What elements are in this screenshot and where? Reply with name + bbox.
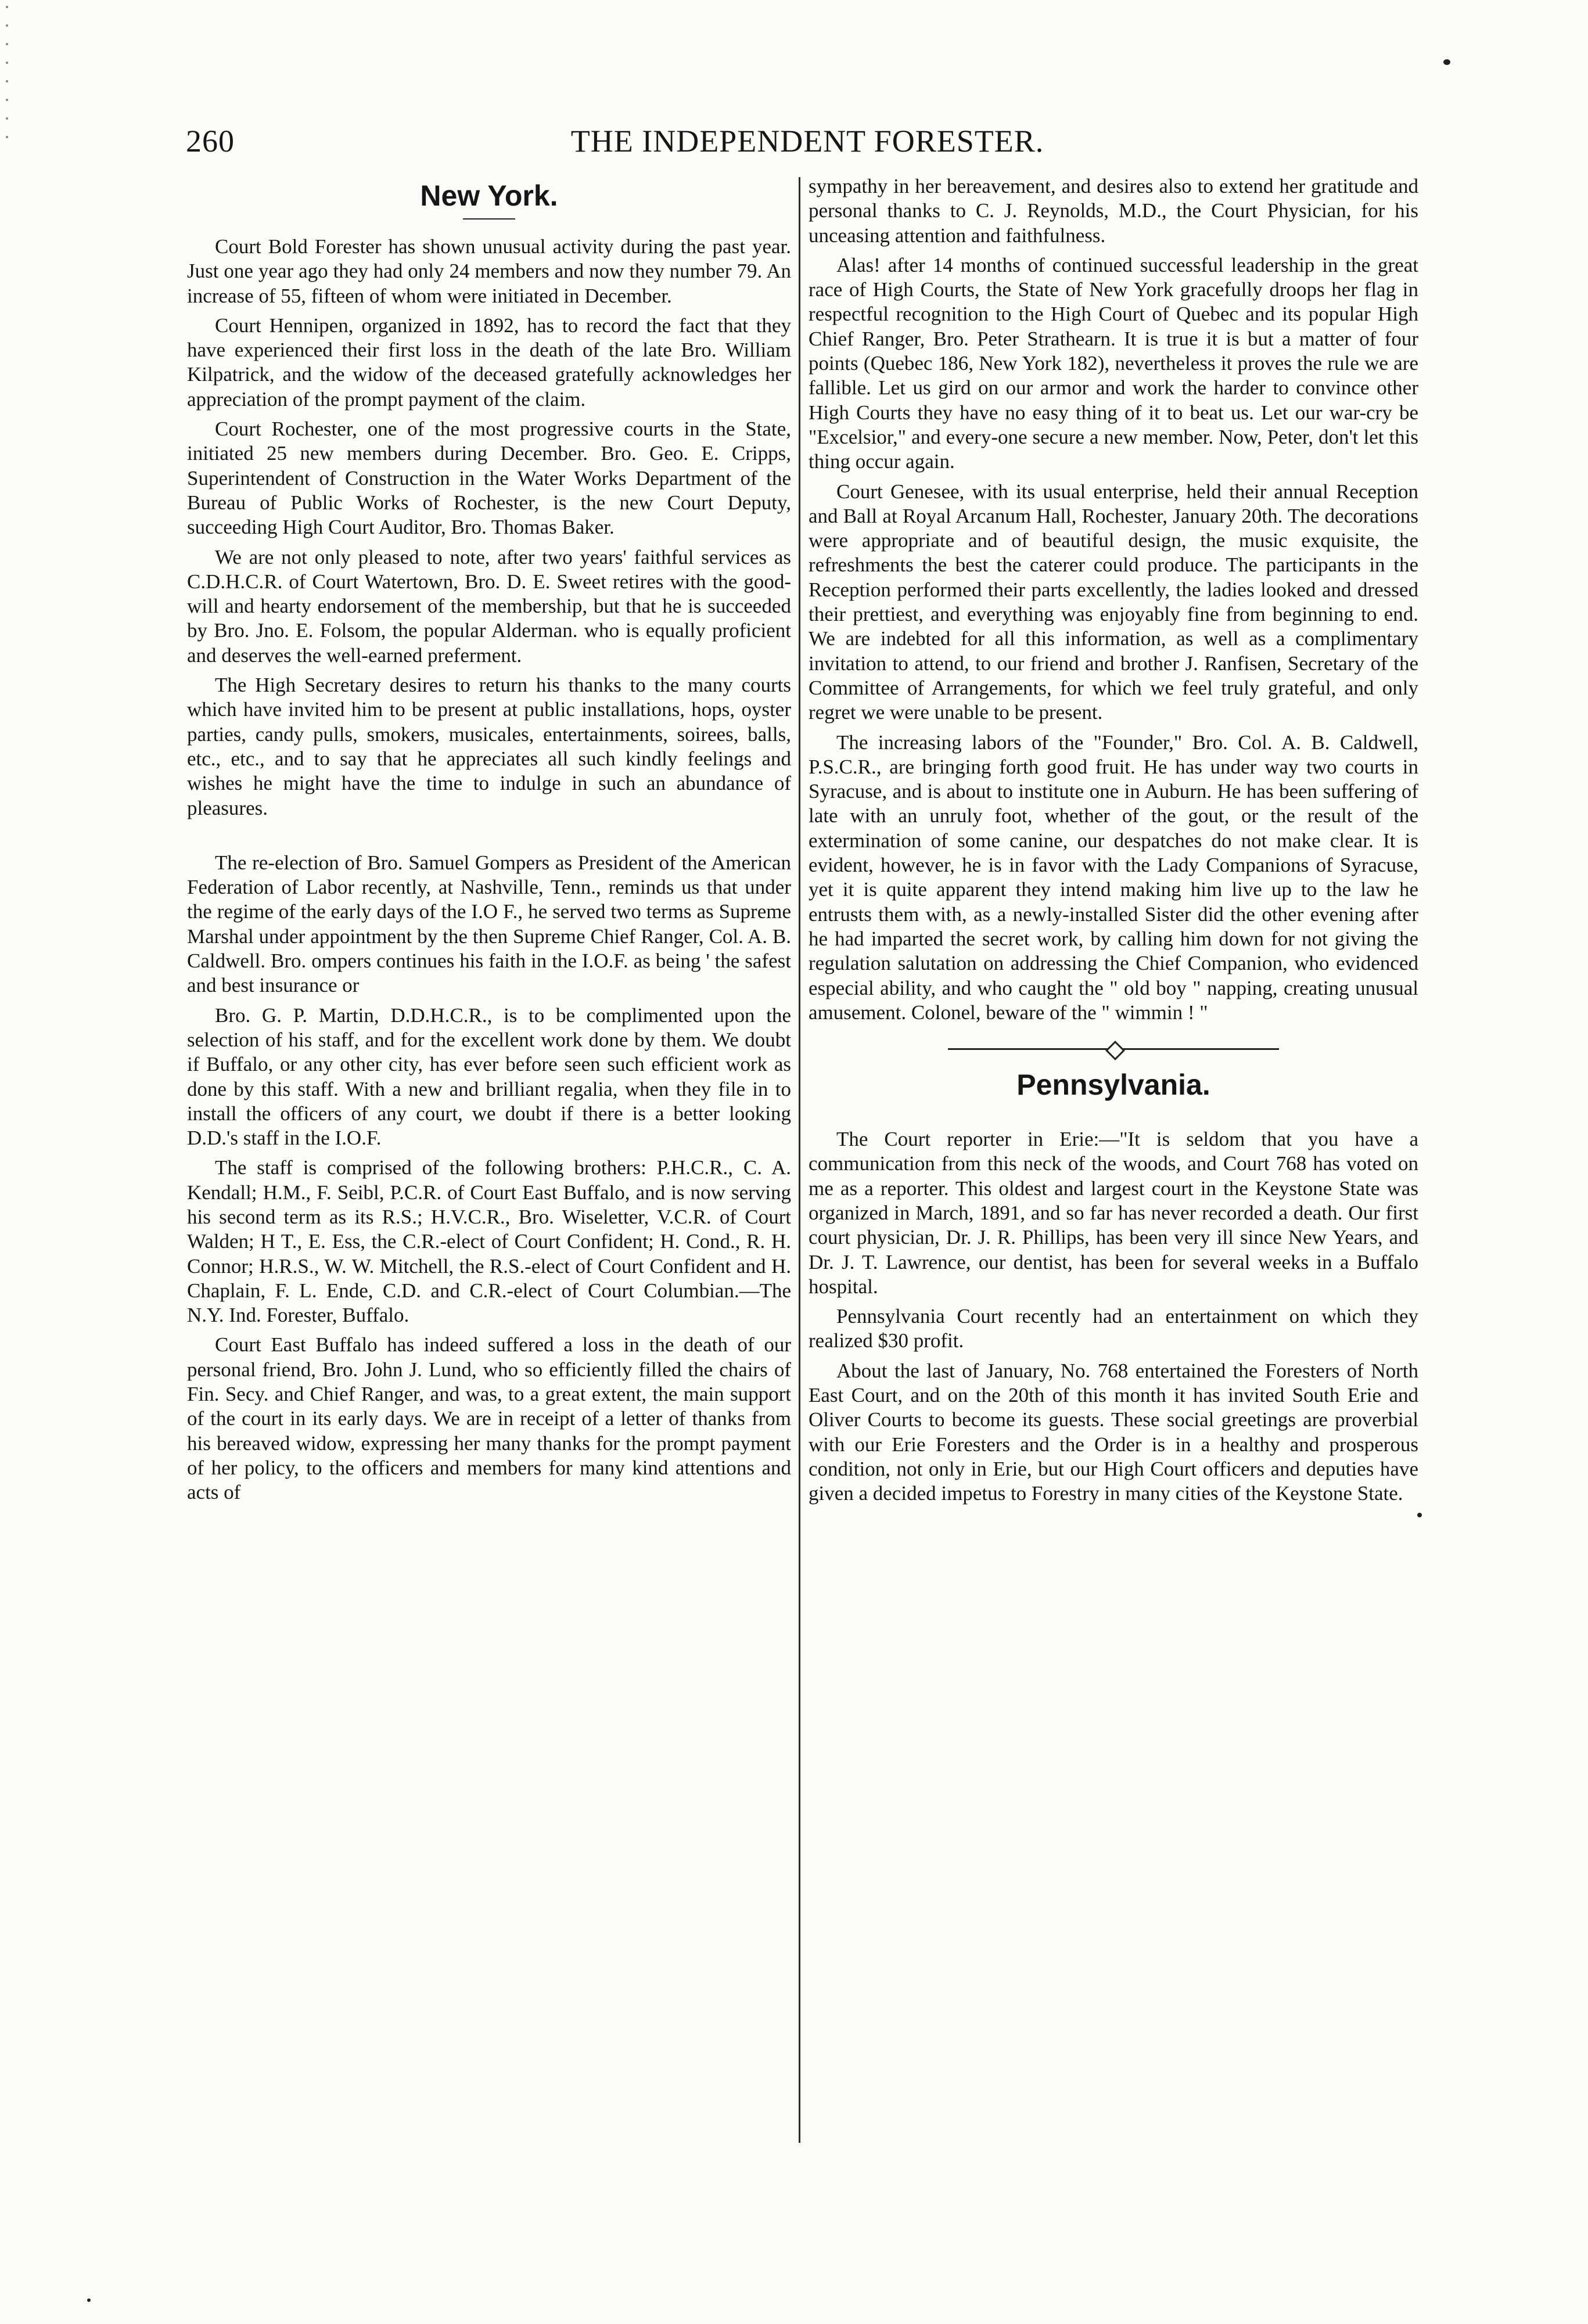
- ink-speck: [87, 2298, 91, 2302]
- paragraph: Alas! after 14 months of continued successful leadership in the great race of High Courts, the State of New York gracefully droops her flag in respectful recognition to the High Court of Quebec and its popular High Chief Ranger, Bro. Peter Strathearn. It is true it is but a matter of four points (Quebec 186, New York 182), nevertheless it proves the rule we are fallible. Let us gird on our armor and work the harder to convince other High Courts they have no easy thing of it to beat us. Let our war-cry be "Excelsior," and every-one secure a new member. Now, Peter, don't let this thing occur again.: [809, 253, 1418, 473]
- paragraph: Bro. G. P. Martin, D.D.H.C.R., is to be complimented upon the selection of his staff, and for the excellent work done by them. We doubt if Buffalo, or any other city, has ever before seen such efficient work as done by this staff. With a new and brilliant regalia, when they file in to install the officers of any court, we doubt if there is a better looking D.D.'s staff in the I.O.F.: [187, 1003, 791, 1150]
- paragraph: Pennsylvania Court recently had an entertainment on which they realized $30 profit.: [809, 1305, 1418, 1352]
- ink-speck: [1443, 59, 1450, 65]
- page-number: 260: [186, 124, 235, 159]
- ink-speck: [1417, 1513, 1422, 1517]
- paragraph: The staff is comprised of the following brothers: P.H.C.R., C. A. Kendall; H.M., F. Seibl, P.C.R. of Court East Buffalo, and is now serving his second term as its R.S.; H.V.C.R., Bro. Wiseletter, V.C.R. of Court Walden; H T., E. Ess, the C.R.-elect of Court Confident; H. Cond., R. H. Connor; H.R.S., W. W. Mitchell, the R.S.-elect of Court Confident and H. Chaplain, F. L. Ende, C.D. and C.R.-elect of Court Columbian.—The N.Y. Ind. Forester, Buffalo.: [187, 1156, 791, 1327]
- paragraph: Court East Buffalo has indeed suffered a loss in the death of our personal friend, Bro. John J. Lund, who so efficiently filled the chairs of Fin. Secy. and Chief Ranger, and was, to a great extent, the main support of the court in its early days. We are in receipt of a letter of thanks from his bereaved widow, expressing her many thanks for the prompt payment of her policy, to the officers and members for many kind attentions and acts of: [187, 1333, 791, 1504]
- paragraph: The Court reporter in Erie:—"It is seldom that you have a communication from this neck of the woods, and Court 768 has voted on me as a reporter. This oldest and largest court in the Keystone State was organized in March, 1891, and so far has never recorded a death. Our first court physician, Dr. J. R. Phillips, has been very ill since New Years, and Dr. J. T. Lawrence, our dentist, has been for several weeks in a Buffalo hospital.: [809, 1128, 1418, 1298]
- section-title-pennsylvania: Pennsylvania.: [1016, 1069, 1210, 1102]
- page-header: [186, 123, 1429, 164]
- paragraph: Court Genesee, with its usual enterprise, held their annual Reception and Ball at Royal Arcanum Hall, Rochester, January 20th. The decorations were appropriate and of beautiful design, the music exquisite, the refreshments the best the caterer could produce. The participants in the Reception performed their parts excellently, the ladies looked and dressed their prettiest, and everything was enjoyably fine from beginning to end. We are indebted for all this information, as well as a complimentary invitation to attend, to our friend and brother J. Ranfisen, Secretary of the Committee of Arrangements, for which we feel truly grateful, and only regret we were unable to be present.: [809, 480, 1418, 724]
- paragraph: The increasing labors of the "Founder," Bro. Col. A. B. Caldwell, P.S.C.R., are bringing forth good fruit. He has under way two courts in Syracuse, and is about to institute one in Auburn. He has been suffering of late with an unruly foot, whether of the gout, or the result of the extermination of some canine, our despatches do not make clear. It is evident, however, he is in favor with the Lady Companions of Syracuse, yet it is quite apparent they intend making him live up to the law he entrusts them with, as a newly-installed Sister did the other evening after he had imparted the secret work, by calling him down for not giving the regulation salutation on addressing the Chief Companion, who evidenced especial ability, and who caught the " old boy " napping, creating unusual amusement. Colonel, beware of the " wimmin ! ": [809, 731, 1418, 1024]
- paragraph: Court Rochester, one of the most progressive courts in the State, initiated 25 new members during December. Bro. Geo. E. Cripps, Superintendent of Construction in the Water Works Department of the Bureau of Public Works of Rochester, is the new Court Deputy, succeeding High Court Auditor, Bro. Thomas Baker.: [187, 418, 791, 539]
- paragraph: Court Bold Forester has shown unusual activity during the past year. Just one year ago they had only 24 members and now they number 79. An increase of 55, fifteen of whom were initiated in December.: [187, 235, 791, 307]
- paragraph: The High Secretary desires to return his thanks to the many courts which have invited him to be present at public installations, hops, oyster parties, candy pulls, smokers, musicales, entertainments, soirees, balls, etc., etc., and to say that he appreciates all such kindly feelings and wishes he might have the time to indulge in such an abundance of pleasures.: [187, 674, 791, 819]
- title-dash: [463, 218, 515, 220]
- paragraph: The re-election of Bro. Samuel Gompers as President of the American Federation of Labor recently, at Nashville, Tenn., reminds us that under the regime of the early days of the I.O F., he served two terms as Supreme Marshal under appointment by the then Supreme Chief Ranger, Col. A. B. Caldwell. Bro. ompers continues his faith in the I.O.F. as being ' the safest and best insurance or: [187, 851, 791, 997]
- paragraph: Court Hennipen, organized in 1892, has to record the fact that they have experienced their first loss in the death of the late Bro. William Kilpatrick, and the widow of the deceased gratefully acknowledges her appreciation of the prompt payment of the claim.: [187, 314, 791, 411]
- margin-perforation-marks: [5, 0, 10, 151]
- paragraph-continued: sympathy in her bereavement, and desires also to extend her gratitude and personal thanks to C. J. Reynolds, M.D., the Court Physician, for his unceasing attention and faithfulness.: [809, 175, 1418, 247]
- column-divider: [799, 177, 800, 2143]
- running-title: THE INDEPENDENT FORESTER.: [570, 124, 1044, 159]
- section-title-new-york: New York.: [420, 179, 558, 212]
- paragraph: About the last of January, No. 768 entertained the Foresters of North East Court, and on the 20th of this month it has invited South Erie and Oliver Courts to become its guests. These social greetings are proverbial with our Erie Foresters and the Order is in a healthy and prosperous condition, not only in Erie, but our High Court officers and deputies have given a decided impetus to Forestry in many cities of the Keystone State.: [809, 1359, 1418, 1505]
- section-separator-ornament: [809, 1041, 1418, 1056]
- right-column: [809, 174, 1418, 1512]
- paragraph: We are not only pleased to note, after two years' faithful services as C.D.H.C.R. of Court Watertown, Bro. D. E. Sweet retires with the good-will and hearty endorsement of the membership, but that he is succeeded by Bro. Jno. E. Folsom, the popular Alderman. who is equally proficient and deserves the well-earned preferment.: [187, 545, 791, 667]
- left-column: [187, 174, 791, 1510]
